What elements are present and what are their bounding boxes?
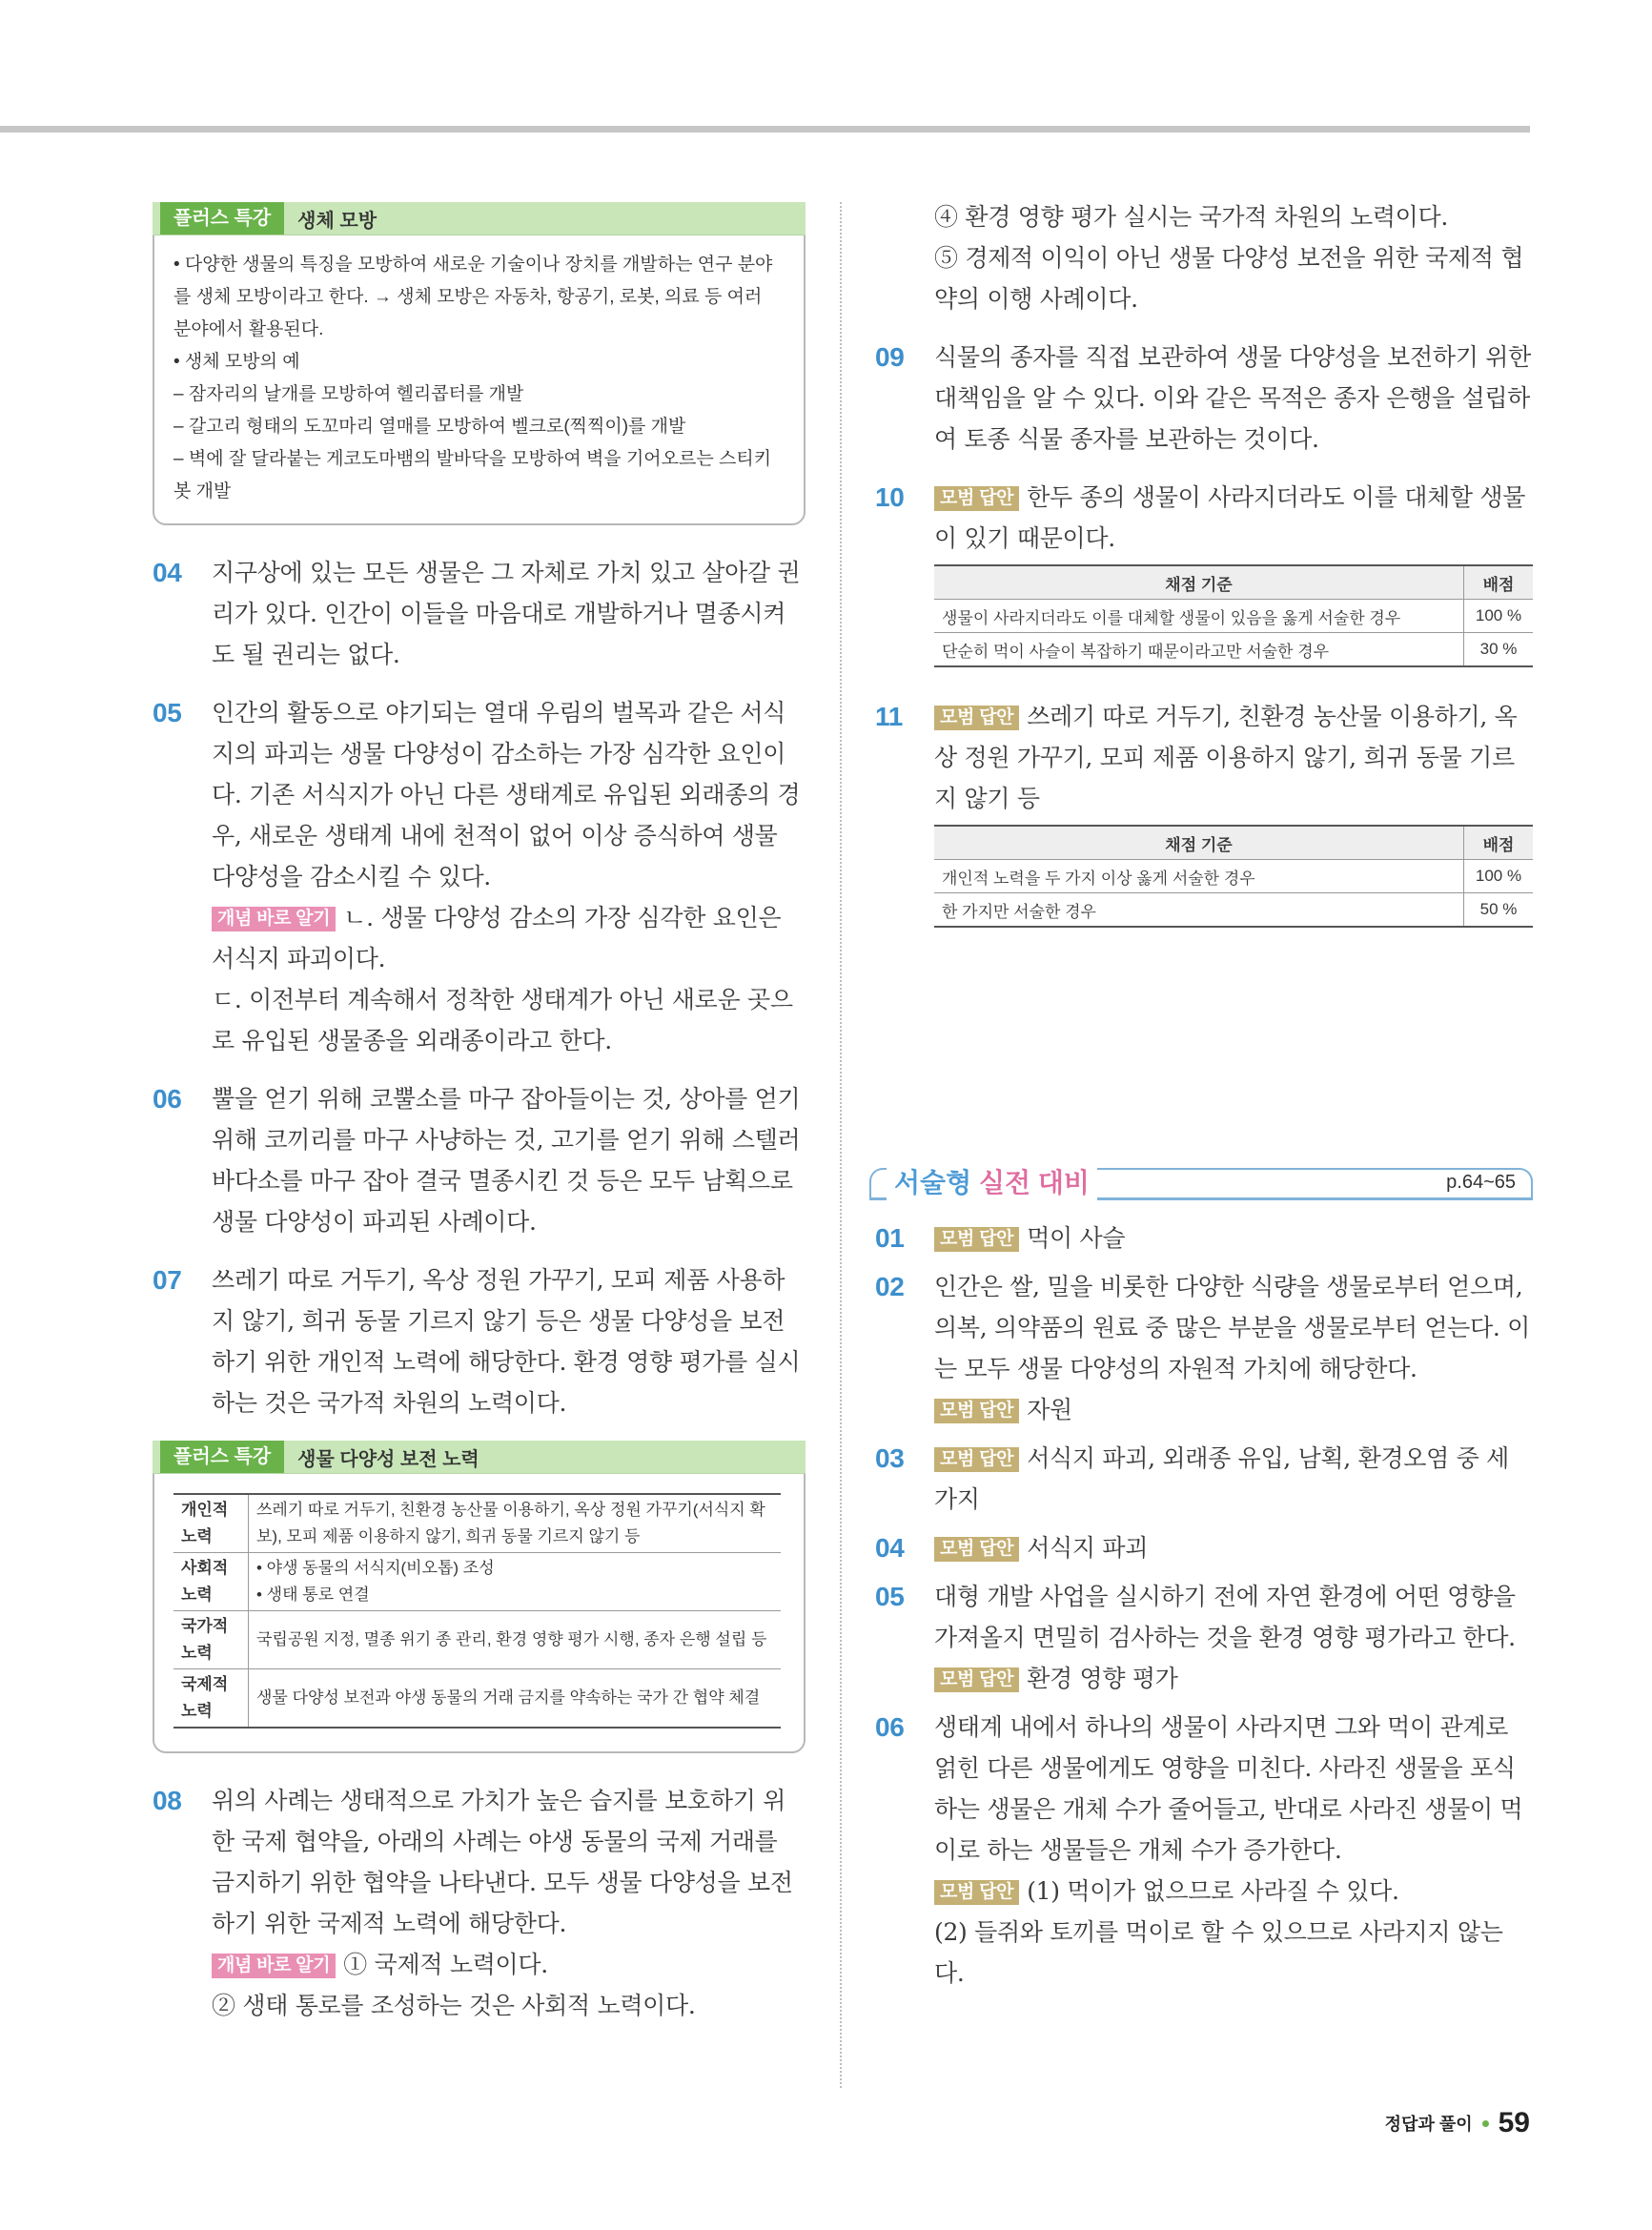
- descriptive-item-03: [875, 1438, 1533, 1520]
- concept-note: ① 국제적 노력이다.: [343, 1951, 548, 1978]
- descriptive-item-04: [875, 1527, 1533, 1568]
- criteria-cell: 생물이 사라지더라도 이를 대체할 생물이 있음을 옳게 서술한 경우: [934, 600, 1464, 633]
- item-number: 06: [875, 1712, 905, 1742]
- answer-text: 자원: [1027, 1396, 1072, 1423]
- model-answer-badge: 모범 답안: [934, 1537, 1019, 1562]
- item-text: 뿔을 얻기 위해 코뿔소를 마구 잡아들이는 것, 상아를 얻기 위해 코끼리를 마구 사냥하는 것, 고기를 얻기 위해 스텔러바다소를 마구 잡아 결국 멸종시킨 것 등은 모두 남획으로 생물 다양성이 파괴된 사례이다.: [212, 1085, 801, 1236]
- plus-box-body: [154, 1474, 804, 1751]
- item-number: 10: [875, 482, 905, 512]
- score-table-wrap: [875, 564, 1533, 667]
- score-table-10: [934, 564, 1533, 667]
- plus-title: 생체 모방: [297, 210, 377, 232]
- model-answer-badge: 모범 답안: [934, 1667, 1019, 1692]
- points-cell: 30 %: [1464, 633, 1534, 667]
- plus-line: – 갈고리 형태의 도꼬마리 열매를 모방하여 벨크로(찍찍이)를 개발: [173, 417, 686, 437]
- left-column: [153, 202, 806, 2043]
- model-answer-badge: 모범 답안: [934, 1447, 1019, 1472]
- table-header-row: [934, 565, 1533, 600]
- table-row: [173, 1494, 781, 1553]
- descriptive-item-06: [875, 1707, 1533, 1994]
- page-number: 59: [1498, 2107, 1530, 2138]
- item-text: ④ 환경 영향 평가 실시는 국가적 차원의 노력이다.: [934, 203, 1449, 231]
- table-header-row: [934, 826, 1533, 860]
- plus-line: • 다양한 생물의 특징을 모방하여 새로운 기술이나 장치를 개발하는 연구 분야를 생체 모방이라고 한다. → 생체 모방은 자동차, 항공기, 로봇, 의료 등 여러 분야에서 활용된다.: [173, 255, 773, 339]
- item-text: 쓰레기 따로 거두기, 옥상 정원 가꾸기, 모피 제품 사용하지 않기, 희귀 동물 기르지 않기 등은 생물 다양성을 보전하기 위한 개인적 노력에 해당한다. 환경 영향 평가를 실시하는 것은 국가적 차원의 노력이다.: [212, 1266, 801, 1417]
- item-text: 식물의 종자를 직접 보관하여 생물 다양성을 보전하기 위한 대책임을 알 수 있다. 이와 같은 목적은 종자 은행을 설립하여 토종 식물 종자를 보관하는 것이다.: [934, 343, 1531, 453]
- concept-note: ㄴ. 생물 다양성 감소의 가장 심각한 요인은 서식지 파괴이다.: [212, 904, 782, 972]
- item-text: ⑤ 경제적 이익이 아닌 생물 다양성 보전을 위한 국제적 협약의 이행 사례이다.: [934, 244, 1524, 313]
- points-cell: 100 %: [1464, 600, 1534, 633]
- answer-item-07: [153, 1259, 806, 1423]
- item-number: 02: [875, 1272, 905, 1301]
- item-text: 인간은 쌀, 밀을 비롯한 다양한 식량을 생물로부터 얻으며, 의복, 의약품의 원료 중 많은 부분을 생물로부터 얻는다. 이는 모두 생물 다양성의 자원적 가치에 해당한다.: [934, 1273, 1531, 1382]
- item-text: 먹이 사슬: [1027, 1224, 1126, 1252]
- model-answer-badge: 모범 답안: [934, 1880, 1019, 1905]
- descriptive-item-05: [875, 1576, 1533, 1699]
- answer-item-08-continued: [875, 196, 1533, 319]
- plus-tag: 플러스 특강: [160, 202, 284, 235]
- item-number: 04: [153, 558, 182, 587]
- item-text: 인간의 활동으로 야기되는 열대 우림의 벌목과 같은 서식지의 파괴는 생물 다양성이 감소하는 가장 심각한 요인이다. 기존 서식지가 아닌 다른 생태계로 유입된 외래종의 경우, 새로운 생태계 내에 천적이 없어 이상 증식하여 생물 다양성을 감소시킬 수 있다.: [212, 699, 801, 890]
- header-points: 배점: [1464, 826, 1534, 860]
- top-rule: [0, 126, 1530, 133]
- section-title-b: 실전 대비: [978, 1168, 1090, 1197]
- model-answer-badge: 모범 답안: [934, 486, 1019, 511]
- criteria-cell: 개인적 노력을 두 가지 이상 옳게 서술한 경우: [934, 860, 1464, 893]
- item-text: 생태계 내에서 하나의 생물이 사라지면 그와 먹이 관계로 얽힌 다른 생물에게도 영향을 미친다. 사라진 생물을 포식하는 생물은 개체 수가 줄어들고, 반대로 사라진 생물이 먹이로 하는 생물들은 개체 수가 증가한다.: [934, 1713, 1523, 1864]
- item-number: 05: [875, 1582, 905, 1611]
- table-row: [934, 893, 1533, 928]
- right-column: [875, 196, 1533, 1994]
- section-title: [887, 1162, 1097, 1200]
- item-number: 09: [875, 342, 905, 372]
- row-head: 개인적 노력: [173, 1494, 249, 1553]
- item-text: 쓰레기 따로 거두기, 친환경 농산물 이용하기, 옥상 정원 가꾸기, 모피 제품 이용하지 않기, 희귀 동물 기르지 않기 등: [934, 703, 1518, 812]
- header-criteria: 채점 기준: [934, 565, 1464, 600]
- plus-box-conservation: [153, 1441, 806, 1753]
- row-head: 국가적 노력: [173, 1611, 249, 1669]
- item-number: 05: [153, 698, 182, 727]
- footer-dot: [1482, 2120, 1489, 2127]
- row-body: 쓰레기 따로 거두기, 친환경 농산물 이용하기, 옥상 정원 가꾸기(서식지 확보), 모피 제품 이용하지 않기, 희귀 동물 기르지 않기 등: [249, 1494, 782, 1553]
- item-number: 08: [153, 1786, 182, 1815]
- answer-item-04: [153, 552, 806, 675]
- concept-badge: 개념 바로 알기: [212, 907, 336, 931]
- points-cell: 100 %: [1464, 860, 1534, 893]
- plus-line: • 생체 모방의 예: [173, 352, 300, 372]
- answer-item-06: [153, 1078, 806, 1242]
- answer-item-09: [875, 337, 1533, 460]
- criteria-cell: 단순히 먹이 사슬이 복잡하기 때문이라고만 서술한 경우: [934, 633, 1464, 667]
- header-points: 배점: [1464, 565, 1534, 600]
- item-number: 04: [875, 1533, 905, 1563]
- column-divider: [840, 202, 842, 2088]
- answer-item-08: [153, 1780, 806, 2026]
- descriptive-item-01: [875, 1217, 1533, 1258]
- concept-note: ㄷ. 이전부터 계속해서 정착한 생태계가 아닌 새로운 곳으로 유입된 생물종을 외래종이라고 한다.: [212, 986, 793, 1054]
- section-header-descriptive: [869, 1156, 1533, 1200]
- plus-line: – 잠자리의 날개를 모방하여 헬리콥터를 개발: [173, 384, 524, 404]
- header-criteria: 채점 기준: [934, 826, 1464, 860]
- table-row: [173, 1553, 781, 1611]
- item-text: 서식지 파괴, 외래종 유입, 남획, 환경오염 중 세 가지: [934, 1444, 1509, 1513]
- conservation-table: [173, 1493, 781, 1729]
- table-row: [934, 600, 1533, 633]
- item-number: 11: [875, 702, 903, 731]
- row-head: 국제적 노력: [173, 1669, 249, 1729]
- plus-title: 생물 다양성 보전 노력: [297, 1448, 479, 1470]
- item-text: 서식지 파괴: [1027, 1534, 1149, 1562]
- item-number: 03: [875, 1443, 905, 1473]
- plus-box-header: [153, 202, 806, 235]
- model-answer-badge: 모범 답안: [934, 1227, 1019, 1252]
- item-number: 07: [153, 1265, 182, 1295]
- table-row: [173, 1611, 781, 1669]
- item-text: 대형 개발 사업을 실시하기 전에 자연 환경에 어떤 영향을 가져올지 면밀히 검사하는 것을 환경 영향 평가라고 한다.: [934, 1583, 1516, 1651]
- item-number: 06: [153, 1084, 182, 1114]
- score-table-11: [934, 825, 1533, 928]
- item-text: 지구상에 있는 모든 생물은 그 자체로 가치 있고 살아갈 권리가 있다. 인간이 이들을 마음대로 개발하거나 멸종시켜도 될 권리는 없다.: [212, 559, 801, 668]
- item-text: 위의 사례는 생태적으로 가치가 높은 습지를 보호하기 위한 국제 협약을, 아래의 사례는 야생 동물의 국제 거래를 금지하기 위한 협약을 나타낸다. 모두 생물 다양성을 보전하기 위한 국제적 노력에 해당한다.: [212, 1787, 793, 1937]
- answer-text: (2) 들쥐와 토끼를 먹이로 할 수 있으므로 사라지지 않는다.: [934, 1918, 1503, 1987]
- section-title-a: 서술형: [894, 1168, 979, 1197]
- row-body: 국립공원 지정, 멸종 위기 종 관리, 환경 영향 평가 시행, 종자 은행 설립 등: [249, 1611, 782, 1669]
- model-answer-badge: 모범 답안: [934, 1399, 1019, 1423]
- answer-item-11: [875, 696, 1533, 819]
- answer-text: (1) 먹이가 없으므로 사라질 수 있다.: [1027, 1877, 1399, 1905]
- row-head: 사회적 노력: [173, 1553, 249, 1611]
- plus-box-biomimicry: [153, 202, 806, 525]
- item-text: 한두 종의 생물이 사라지더라도 이를 대체할 생물이 있기 때문이다.: [934, 483, 1526, 552]
- spacer: [875, 956, 1533, 1156]
- section-page-ref: p.64~65: [1442, 1172, 1519, 1194]
- score-table-wrap: [875, 825, 1533, 928]
- answer-item-10: [875, 477, 1533, 559]
- table-row: [934, 860, 1533, 893]
- plus-box-header: [153, 1441, 806, 1474]
- model-answer-badge: 모범 답안: [934, 706, 1019, 730]
- item-number: 01: [875, 1223, 905, 1253]
- descriptive-item-02: [875, 1266, 1533, 1430]
- points-cell: 50 %: [1464, 893, 1534, 928]
- plus-box-body: [154, 235, 804, 523]
- plus-tag: 플러스 특강: [160, 1441, 284, 1473]
- row-body: 생물 다양성 보전과 야생 동물의 거래 금지를 약속하는 국가 간 협약 체결: [249, 1669, 782, 1729]
- footer-label: 정답과 풀이: [1384, 2115, 1473, 2134]
- concept-badge: 개념 바로 알기: [212, 1954, 336, 1978]
- table-row: [173, 1669, 781, 1729]
- answer-item-05: [153, 692, 806, 1061]
- table-row: [934, 633, 1533, 667]
- answer-text: 환경 영향 평가: [1027, 1665, 1178, 1692]
- row-body: • 야생 동물의 서식지(비오톱) 조성 • 생태 통로 연결: [249, 1553, 782, 1611]
- plus-line: – 벽에 잘 달라붙는 게코도마뱀의 발바닥을 모방하여 벽을 기어오르는 스티키봇 개발: [173, 449, 772, 501]
- criteria-cell: 한 가지만 서술한 경우: [934, 893, 1464, 928]
- page-footer: [1385, 2107, 1530, 2139]
- concept-note: ② 생태 통로를 조성하는 것은 사회적 노력이다.: [212, 1992, 696, 2019]
